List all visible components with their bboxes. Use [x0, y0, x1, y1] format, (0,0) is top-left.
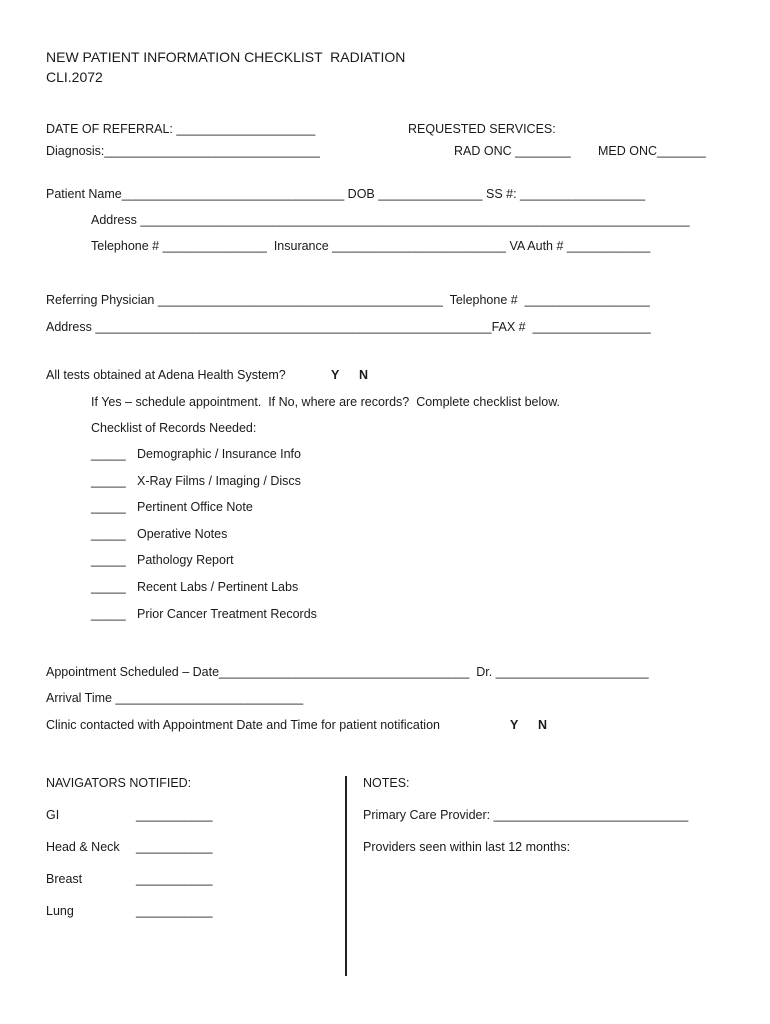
checklist-label-xray: X-Ray Films / Imaging / Discs — [137, 474, 301, 488]
navigator-label-head-neck: Head & Neck — [46, 840, 120, 854]
tests-instruction: If Yes – schedule appointment. If No, where are records? Complete checklist below. — [91, 395, 561, 409]
physician-address-field[interactable]: Address _________________________________________________________FAX # _________________ — [46, 320, 651, 334]
form-code: CLI.2072 — [46, 69, 103, 85]
referring-physician-field[interactable]: Referring Physician _________________________________________ Telephone # __________________ — [46, 293, 650, 307]
diagnosis-field[interactable]: Diagnosis:_______________________________ — [46, 144, 320, 158]
checklist-blank-pathology[interactable]: _____ — [91, 553, 126, 567]
navigators-title: NAVIGATORS NOTIFIED: — [46, 776, 192, 790]
arrival-time-field[interactable]: Arrival Time ___________________________ — [46, 691, 304, 705]
checklist-blank-xray[interactable]: _____ — [91, 474, 126, 488]
form-title: NEW PATIENT INFORMATION CHECKLIST RADIATION — [46, 49, 406, 65]
primary-care-provider-field[interactable]: Primary Care Provider: ____________________________ — [363, 808, 689, 822]
checklist-blank-prior-treatment[interactable]: _____ — [91, 607, 126, 621]
tests-no-option[interactable]: N — [359, 368, 369, 382]
notes-title: NOTES: — [363, 776, 410, 790]
med-onc-field[interactable]: MED ONC_______ — [598, 144, 706, 158]
navigator-label-lung: Lung — [46, 904, 74, 918]
appointment-scheduled-field[interactable]: Appointment Scheduled – Date____________________________________ Dr. ______________________ — [46, 665, 649, 679]
checklist-label-pathology: Pathology Report — [137, 553, 234, 567]
requested-services-label: REQUESTED SERVICES: — [408, 122, 556, 136]
checklist-label-operative: Operative Notes — [137, 527, 228, 541]
checklist-blank-operative[interactable]: _____ — [91, 527, 126, 541]
navigator-blank-gi[interactable]: ___________ — [136, 808, 213, 822]
clinic-contacted-yes-option[interactable]: Y — [510, 718, 519, 732]
patient-telephone-field[interactable]: Telephone # _______________ Insurance _________________________ VA Auth # ____________ — [91, 239, 651, 253]
rad-onc-field[interactable]: RAD ONC ________ — [454, 144, 571, 158]
checklist-label-prior-treatment: Prior Cancer Treatment Records — [137, 607, 317, 621]
clinic-contacted-no-option[interactable]: N — [538, 718, 548, 732]
checklist-label-labs: Recent Labs / Pertinent Labs — [137, 580, 299, 594]
checklist-blank-demographic[interactable]: _____ — [91, 447, 126, 461]
tests-question: All tests obtained at Adena Health System? — [46, 368, 286, 382]
navigator-blank-head-neck[interactable]: ___________ — [136, 840, 213, 854]
checklist-blank-office-note[interactable]: _____ — [91, 500, 126, 514]
checklist-blank-labs[interactable]: _____ — [91, 580, 126, 594]
navigator-label-gi: GI — [46, 808, 60, 822]
clinic-contacted-label: Clinic contacted with Appointment Date and Time for patient notification — [46, 718, 440, 732]
section-divider — [345, 776, 347, 976]
checklist-label-demographic: Demographic / Insurance Info — [137, 447, 301, 461]
navigator-label-breast: Breast — [46, 872, 83, 886]
tests-yes-option[interactable]: Y — [331, 368, 340, 382]
navigator-blank-breast[interactable]: ___________ — [136, 872, 213, 886]
checklist-title: Checklist of Records Needed: — [91, 421, 257, 435]
providers-seen-label: Providers seen within last 12 months: — [363, 840, 571, 854]
patient-address-field[interactable]: Address _______________________________________________________________________________ — [91, 213, 690, 227]
checklist-label-office-note: Pertinent Office Note — [137, 500, 253, 514]
date-of-referral-field[interactable]: DATE OF REFERRAL: ____________________ — [46, 122, 316, 136]
patient-name-field[interactable]: Patient Name________________________________ DOB _______________ SS #: __________________ — [46, 187, 646, 201]
navigator-blank-lung[interactable]: ___________ — [136, 904, 213, 918]
